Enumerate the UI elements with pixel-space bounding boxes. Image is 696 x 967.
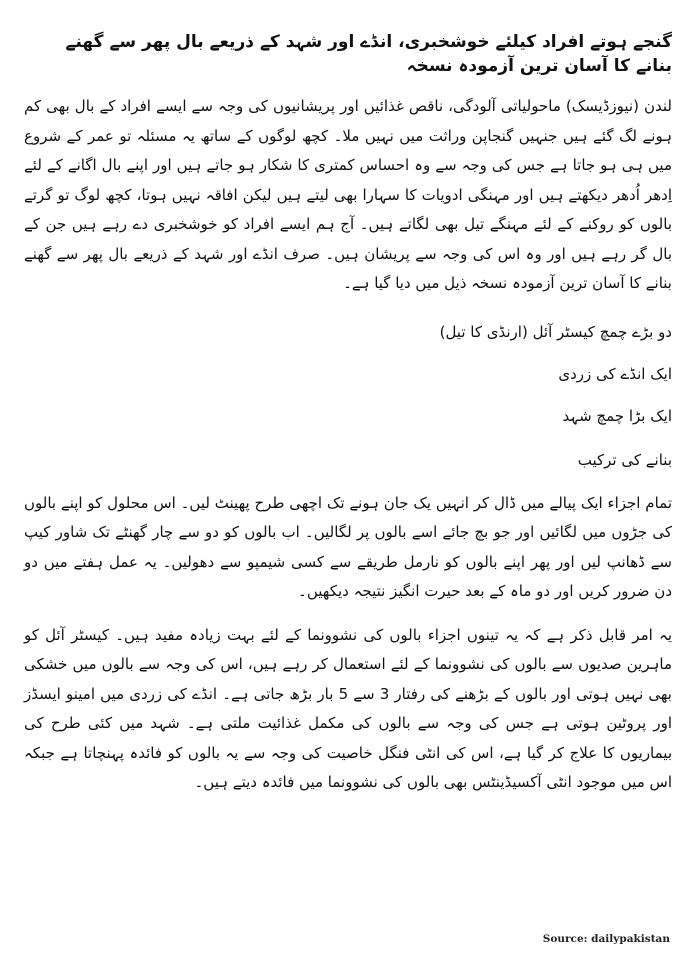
method-paragraph — [24, 489, 672, 607]
ingredient-honey: ایک بڑا چمچ شہد — [562, 406, 672, 425]
benefits-paragraph — [24, 621, 672, 798]
intro-text: لندن (نیوزڈیسک) ماحولیاتی آلودگی، ناقص غذائیں اور پریشانیوں کی وجہ سے ایسے افراد کے بال بھی کم ہونے لگ گئے ہیں جنہیں گنجاپن وراثت میں نہیں ملا۔ کچھ لوگوں کے ساتھ یہ مسئلہ تو عمر کے شروع میں ہی ہو جاتا ہے جس کی وجہ سے وہ احساس کمتری کا شکار ہو جاتے ہیں اور اپنے بال اگانے کے لئے اِدھر اُدھر دیکھتے ہیں اور مہنگی ادویات کا سہارا بھی لیتے ہیں لیکن افاقہ نہیں ہوتا، کچھ لوگ تو گرتے بالوں کو روکنے کے لئے مہنگے تیل بھی لگاتے ہیں۔ آج ہم ایسے افراد کو خوشخبری دے رہے ہیں جن کے بال گر رہے ہیں اور وہ اس کی وجہ سے پریشان ہیں۔ صرف انڈے اور شہد کے ذریعے بال پھر سے گھنے بنانے کا آسان ترین آزمودہ نسخہ ذیل میں دیا گیا ہے۔ — [24, 97, 672, 292]
method-text: تمام اجزاء ایک پیالے میں ڈال کر انہیں یک جان ہونے تک اچھی طرح پھینٹ لیں۔ اس محلول کو اپنے بالوں کی جڑوں میں لگائیں اور جو بچ جائے اسے بالوں پر لگالیں۔ اب بالوں کو دو سے چار گھنٹے تک شاور کیپ سے ڈھانپ لیں اور پھر اپنے بالوں کو نارمل طریقے سے کسی شیمپو سے دھولیں۔ یہ عمل ہفتے میں دو دن ضرور کریں اور دو ماہ کے بعد حیرت انگیز نتیجہ دیکھیں۔ — [24, 493, 672, 600]
method-heading: بنانے کی ترکیب — [577, 450, 672, 469]
intro-paragraph — [24, 92, 672, 299]
article-title: گنجے ہوتے افراد کیلئے خوشخبری، انڈے اور شہد کے ذریعے بال پھر سے گھنے بنانے کا آسان ترین آزمودہ نسخہ — [65, 32, 672, 76]
benefits-text: یہ امر قابل ذکر ہے کہ یہ تینوں اجزاء بالوں کی نشوونما کے لئے بہت زیادہ مفید ہیں۔ کیسٹر آئل کو ماہرین صدیوں سے بالوں کی نشوونما کے لئے استعمال کر رہے ہیں، اس کی وجہ سے بالوں میں خشکی بھی نہیں ہوتی اور بالوں کے بڑھنے کی رفتار 3 سے 5 بار بڑھ جاتی ہے۔ انڈے کی زردی میں امینو ایسڈز اور پروٹین ہوتی ہے جس کی وجہ سے بالوں کی مکمل غذائیت ملتی ہے۔ شہد میں کئی طرح کی بیماریوں کا علاج کر گیا ہے، اس کی انٹی فنگل خاصیت کی وجہ سے یہ بالوں کو فائدہ پہنچاتا ہے جبکہ اس میں موجود انٹی آکسیڈینٹس بھی بالوں کی نشوونما میں فائدہ دیتے ہیں۔ — [24, 625, 672, 791]
ingredient-castor-oil: دو بڑے چمچ کیسٹر آئل (ارنڈی کا تیل) — [439, 322, 672, 341]
ingredient-egg-yolk: ایک انڈے کی زردی — [558, 364, 672, 383]
source-credit: Source: dailypakistan — [542, 933, 670, 945]
